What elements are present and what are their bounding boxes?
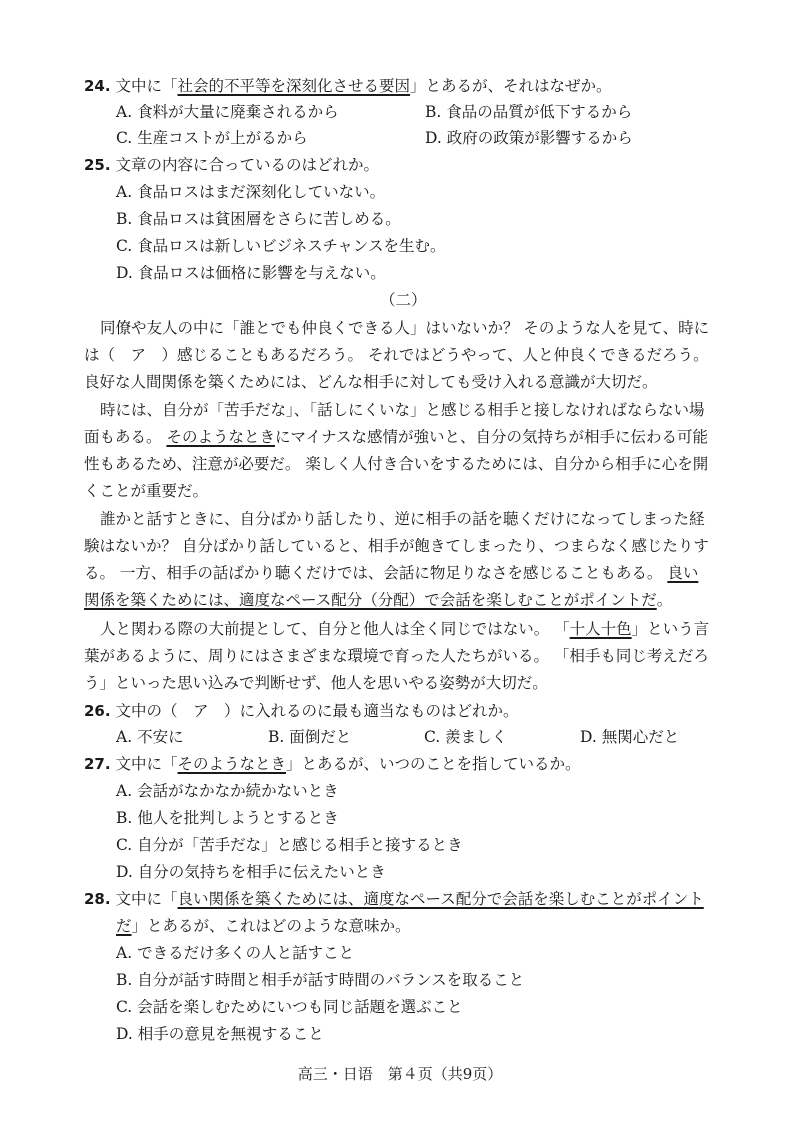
- option-d: D. 自分の気持ちを相手に伝えたいとき: [116, 863, 386, 881]
- option-a: A. 会話がなかなか続かないとき: [116, 782, 339, 800]
- option-b: B. 他人を批判しようとするとき: [116, 809, 339, 827]
- passage-line: 良好な人間関係を築くためには、どんな相手に対しても受け入れる意識が大切だ。: [84, 373, 658, 391]
- option-b: B. 面倒だと: [268, 728, 352, 746]
- option-c: C. 会話を楽しむためにいつも同じ話題を選ぶこと: [116, 998, 463, 1016]
- underlined-phrase: そのようなとき: [166, 428, 275, 446]
- question-number: 25.: [84, 156, 111, 174]
- section-heading: （二）: [380, 291, 427, 309]
- passage-line: る。 一方、相手の話ばかり聴くだけでは、会話に物足りなさを感じることもある。 良い: [84, 564, 699, 582]
- passage-line: 面もある。 そのようなときにマイナスな感情が強いと、自分の気持ちが相手に伝わる可能: [84, 428, 709, 446]
- passage-line: くことが重要だ。: [84, 482, 209, 500]
- question-28-stem-continued: だ」とあるが、これはどのような意味か。: [116, 917, 411, 935]
- option-d: D. 無関心だと: [580, 728, 680, 746]
- question-number: 27.: [84, 755, 111, 773]
- option-b: B. 食品ロスは貧困層をさらに苦しめる。: [116, 210, 401, 228]
- question-number: 26.: [84, 702, 111, 720]
- option-a: A. 食品ロスはまだ深刻化していない。: [116, 183, 386, 201]
- question-number: 28.: [84, 890, 111, 908]
- option-d: D. 政府の政策が影響するから: [425, 129, 633, 147]
- passage-line: 関係を築くためには、適度なペース配分（分配）で会話を楽しむことがポイントだ。: [84, 591, 673, 609]
- passage-line: 人と関わる際の大前提として、自分と他人は全く同じではない。 「十人十色」という言: [100, 620, 710, 638]
- question-number: 24.: [84, 77, 111, 95]
- underlined-quote: そのようなとき: [177, 755, 287, 773]
- page-footer: 高三・日语 第４页（共9页）: [297, 1065, 503, 1083]
- option-c: C. 羨ましく: [424, 728, 508, 746]
- passage-line: は（ ア ）感じることもあるだろう。 それではどうやって、人と仲良くできるだろう。: [84, 346, 709, 364]
- question-24-stem: 24. 文中に「社会的不平等を深刻化させる要因」とあるが、それはなぜか。: [84, 77, 612, 95]
- underlined-quote: だ: [116, 917, 132, 935]
- option-c: C. 食品ロスは新しいビジネスチャンスを生む。: [116, 237, 446, 255]
- option-a: A. 食料が大量に廃棄されるから: [116, 103, 339, 121]
- question-27-stem: 27. 文中に「そのようなとき」とあるが、いつのことを指しているか。: [84, 755, 581, 773]
- option-b: B. 自分が話す時間と相手が話す時間のバランスを取ること: [116, 971, 525, 989]
- passage-line: 験はないか？ 自分ばかり話していると、相手が飽きてしまったり、つまらなく感じたりす: [84, 537, 709, 555]
- passage-line: 同僚や友人の中に「誰とでも仲良くできる人」はいないか？ そのような人を見て、時に: [100, 319, 710, 337]
- option-c: C. 自分が「苦手だな」と感じる相手と接するとき: [116, 836, 463, 854]
- underlined-phrase: 関係を築くためには、適度なペース配分（分配）で会話を楽しむことがポイントだ: [84, 591, 657, 609]
- question-26-stem: 26. 文中の（ ア ）に入れるのに最も適当なものはどれか。: [84, 702, 519, 720]
- underlined-phrase: 良い: [667, 564, 699, 582]
- passage-line: う」といった思い込みで判断せず、他人を思いやる姿勢が大切だ。: [84, 674, 548, 692]
- question-28-stem: 28. 文中に「良い関係を築くためには、適度なペース配分で会話を楽しむことがポイント: [84, 890, 704, 908]
- underlined-quote: 社会的不平等を深刻化させる要因: [177, 77, 411, 95]
- option-d: D. 食品ロスは価格に影響を与えない。: [116, 264, 386, 282]
- passage-line: 性もあるため、注意が必要だ。 楽しく人付き合いをするためには、自分から相手に心を開: [84, 455, 709, 473]
- passage-line: 葉があるように、周りにはさまざまな環境で育った人たちがいる。 「相手も同じ考えだろ: [84, 647, 709, 665]
- option-a: A. できるだけ多くの人と話すこと: [116, 944, 355, 962]
- option-c: C. 生産コストが上がるから: [116, 129, 308, 147]
- option-b: B. 食品の品質が低下するから: [425, 103, 633, 121]
- passage-line: 時には、自分が「苦手だな」、「話しにくいな」と感じる相手と接しなければならない場: [100, 401, 705, 419]
- underlined-quote: 良い関係を築くためには、適度なペース配分で会話を楽しむことがポイント: [177, 890, 704, 908]
- underlined-phrase: 十人十色: [569, 620, 632, 638]
- option-d: D. 相手の意見を無視すること: [116, 1025, 324, 1043]
- passage-line: 誰かと話すときに、自分ばかり話したり、逆に相手の話を聴くだけになってしまった経: [100, 510, 705, 528]
- option-a: A. 不安に: [116, 728, 184, 746]
- question-25-stem: 25. 文章の内容に合っているのはどれか。: [84, 156, 380, 174]
